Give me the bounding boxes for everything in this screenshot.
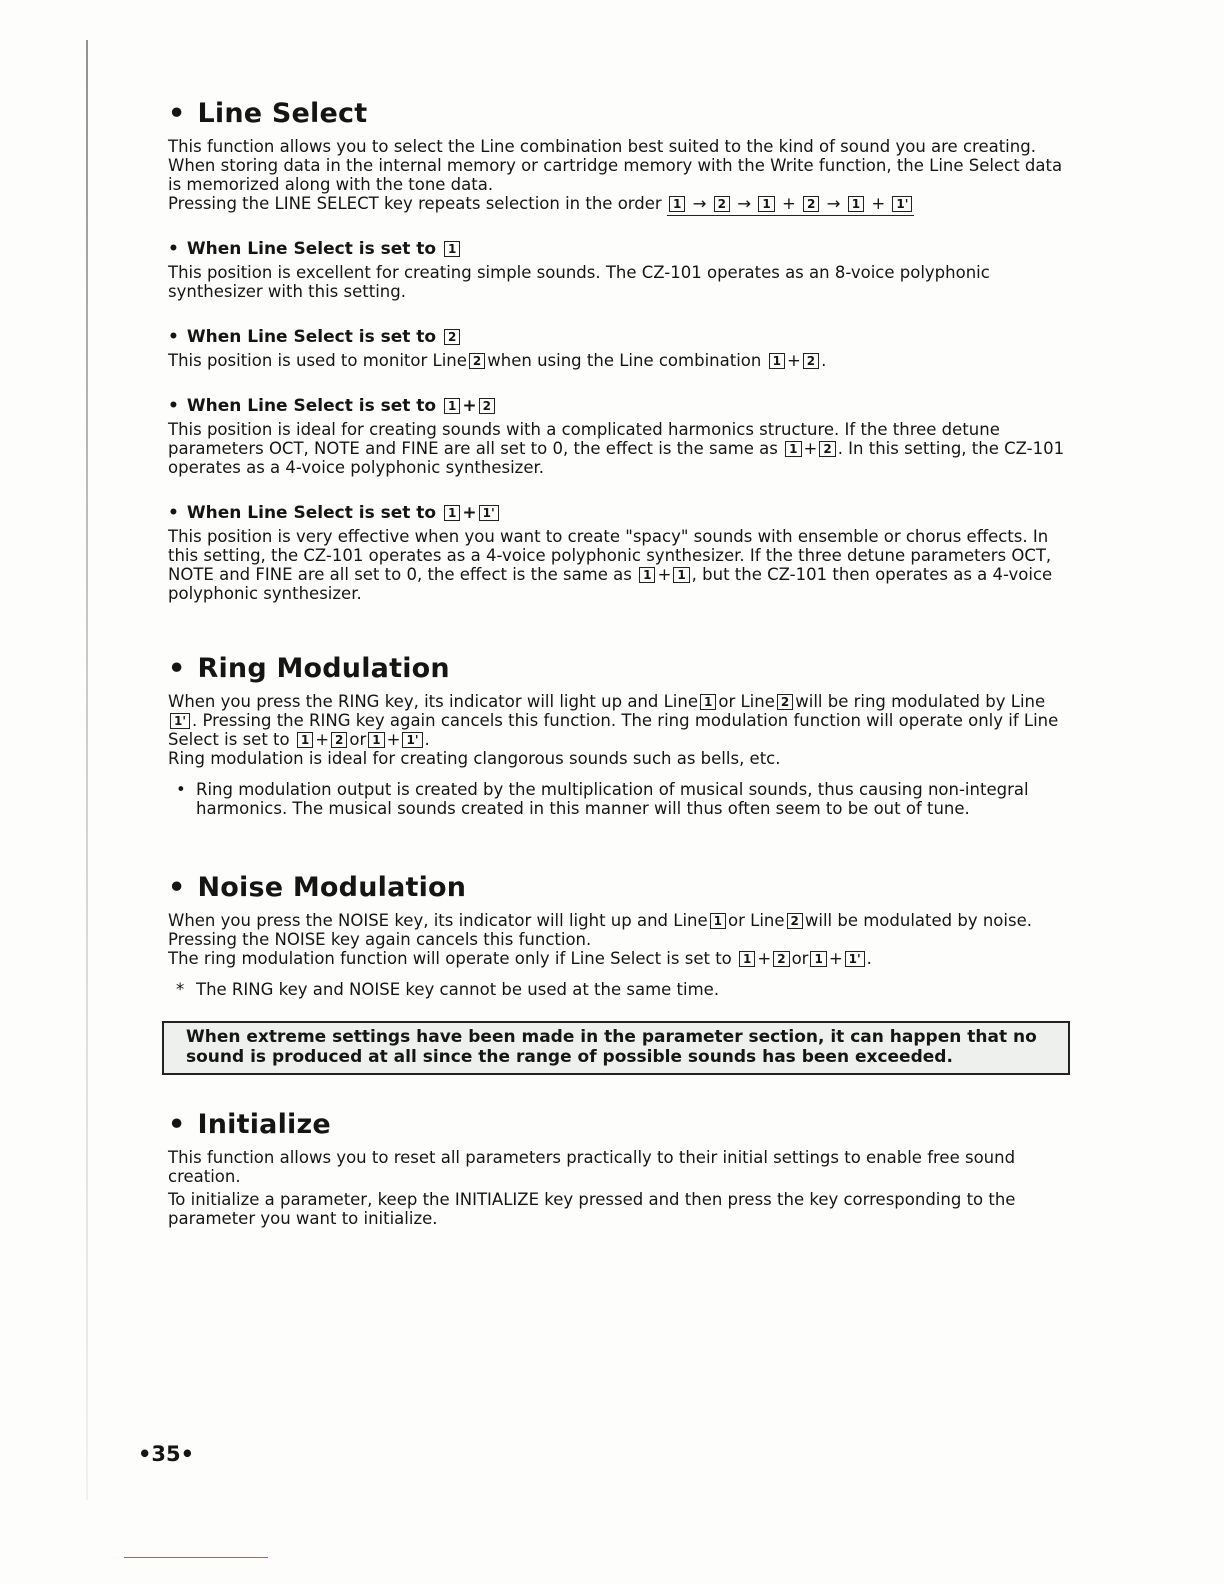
bullet-icon: •	[168, 396, 179, 416]
section-title: • Ring Modulation	[168, 653, 450, 684]
paragraph: This position is excellent for creating simple sounds. The CZ-101 operates as an 8-voice polyphonic synthesizer with this setting.	[168, 263, 990, 301]
line-box: 1	[785, 441, 801, 457]
subsection	[168, 396, 1068, 477]
section-title: • Initialize	[168, 1109, 331, 1140]
line-box: 1	[639, 567, 655, 583]
note: • Ring modulation output is created by the multiplication of musical sounds, thus causing non-integral harmonics. The musical sounds created in this manner will thus often seem to be out of tune.	[176, 780, 1029, 818]
paragraph: The ring modulation function will operate only if Line Select is set to 1 + 2 or 1 + 1' .	[168, 949, 872, 968]
paragraph: This position is used to monitor Line 2 when using the Line combination 1 + 2 .	[168, 351, 827, 370]
line-box: 2	[803, 353, 819, 369]
line-box: 1	[444, 505, 460, 521]
section-noise-modulation	[168, 872, 1068, 1075]
page-number: •35•	[138, 1442, 195, 1466]
paragraph: This function allows you to reset all parameters practically to their initial settings to enable free sound creation.	[168, 1148, 1016, 1186]
line-box: 1'	[402, 732, 422, 748]
bullet-icon: •	[168, 503, 179, 523]
manual-page	[168, 98, 1068, 1228]
subsection-heading: • When Line Select is set to 1 + 2	[168, 396, 1068, 416]
line-box: 1'	[845, 951, 865, 967]
line-box: 1	[710, 913, 726, 929]
line-box: 2	[469, 353, 485, 369]
paragraph: This position is ideal for creating sounds with a complicated harmonics structure. If the three detune parameters OCT, NOTE and FINE are all set to 0, the effect is the same as 1 + 2 . In this setting, the CZ-101 operates as a 4-voice polyphonic synthesizer.	[168, 420, 1065, 477]
subsection	[168, 327, 1068, 370]
line-box: 1	[758, 196, 774, 212]
section-title: • Noise Modulation	[168, 872, 467, 903]
asterisk-icon: •	[176, 780, 186, 799]
bullet-icon: •	[168, 98, 186, 129]
line-box: 1	[739, 951, 755, 967]
order-sequence: 1 → 2 → 1 + 2 → 1 + 1'	[667, 194, 914, 216]
line-box: 2	[479, 398, 495, 414]
paragraph: When you press the NOISE key, its indicator will light up and Line 1 or Line 2 will be modulated by noise. Pressing the NOISE key again cancels this function.	[168, 911, 1032, 949]
line-box: 2	[773, 951, 789, 967]
binding-edge	[86, 40, 88, 1500]
line-box: 1'	[892, 196, 912, 212]
section-initialize	[168, 1109, 1068, 1228]
line-box: 2	[777, 694, 793, 710]
subsection-heading: • When Line Select is set to 2	[168, 327, 1068, 347]
bullet-icon: •	[168, 239, 179, 259]
line-box: 2	[819, 441, 835, 457]
line-box: 2	[714, 196, 730, 212]
line-box: 2	[787, 913, 803, 929]
bullet-icon: •	[168, 327, 179, 347]
line-box: 2	[444, 329, 460, 345]
line-box: 1'	[479, 505, 499, 521]
subsection	[168, 239, 1068, 301]
paragraph: To initialize a parameter, keep the INITIALIZE key pressed and then press the key corresponding to the parameter you want to initialize.	[168, 1190, 1016, 1228]
line-box: 1	[444, 241, 460, 257]
subsection-heading: • When Line Select is set to 1 + 1'	[168, 503, 1068, 523]
paragraph: This function allows you to select the Line combination best suited to the kind of sound you are creating. When storing data in the internal memory or cartridge memory with the Write function, the Line Select data is memorized along with the tone data.	[168, 137, 1063, 194]
bullet-icon: •	[168, 872, 186, 903]
paragraph: Ring modulation is ideal for creating clangorous sounds such as bells, etc.	[168, 749, 781, 768]
line-box: 1	[810, 951, 826, 967]
bullet-icon: •	[168, 653, 186, 684]
line-box: 1	[297, 732, 313, 748]
order-line: Pressing the LINE SELECT key repeats selection in the order 1 → 2 → 1 + 2 → 1 + 1'	[168, 194, 1068, 213]
warning-box: When extreme settings have been made in the parameter section, it can happen that no sound is produced at all since the range of possible sounds has been exceeded.	[162, 1021, 1070, 1075]
line-box: 1	[673, 567, 689, 583]
paragraph: This position is very effective when you want to create "spacy" sounds with ensemble or chorus effects. In this setting, the CZ-101 operates as a 4-voice polyphonic synthesizer. If the three detune parameters OCT, NOTE and FINE are all set to 0, the effect is the same as 1 + 1 , but the CZ-101 then operates as a 4-voice polyphonic synthesizer.	[168, 527, 1053, 603]
line-box: 2	[803, 196, 819, 212]
line-box: 2	[331, 732, 347, 748]
line-box: 1'	[170, 713, 190, 729]
line-box: 1	[368, 732, 384, 748]
footer-rule	[124, 1557, 268, 1558]
line-box: 1	[700, 694, 716, 710]
section-title: • Line Select	[168, 98, 368, 129]
subsection	[168, 503, 1068, 603]
note: * The RING key and NOISE key cannot be used at the same time.	[176, 980, 720, 999]
section-ring-modulation	[168, 653, 1068, 818]
line-box: 1	[848, 196, 864, 212]
asterisk-icon: *	[176, 980, 185, 999]
bullet-icon: •	[168, 1109, 186, 1140]
line-box: 1	[444, 398, 460, 414]
subsection-heading: • When Line Select is set to 1	[168, 239, 1068, 259]
line-box: 1	[769, 353, 785, 369]
line-box: 1	[669, 196, 685, 212]
section-line-select	[168, 98, 1068, 603]
paragraph: When you press the RING key, its indicator will light up and Line 1 or Line 2 will be ring modulated by Line1' . Pressing the RING key again cancels this function. The ring modulation function will operate only if Line Select is set to 1 + 2 or 1 + 1' .	[168, 692, 1059, 749]
